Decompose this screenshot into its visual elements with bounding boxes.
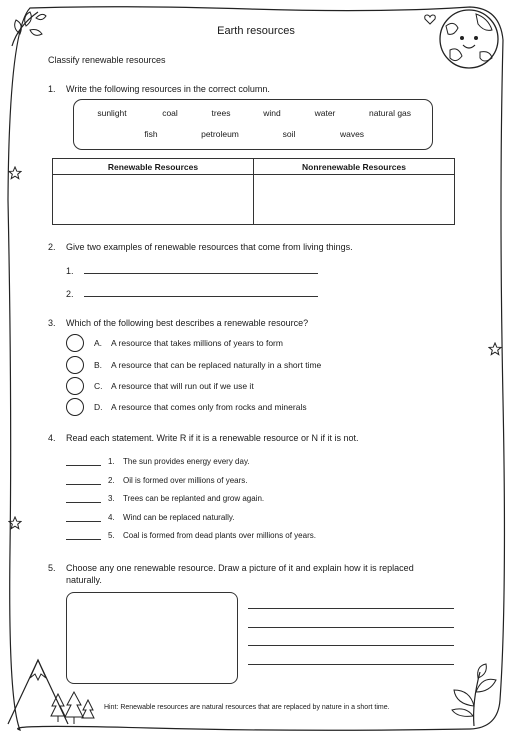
option-letter: D. xyxy=(94,402,103,412)
word-bank-item: petroleum xyxy=(201,129,239,139)
heart-icon xyxy=(424,14,436,25)
statement-text: The sun provides energy every day. xyxy=(123,457,250,466)
star-icon xyxy=(488,342,502,356)
star-icon xyxy=(8,166,22,180)
answer-blank[interactable] xyxy=(66,502,101,503)
word-bank-item: soil xyxy=(282,129,296,139)
question-text: Read each statement. Write R if it is a renewable resource or N if it is not. xyxy=(66,433,359,443)
statement-number: 2. xyxy=(108,476,115,485)
earth-icon xyxy=(436,6,502,72)
word-bank-item: wind xyxy=(263,108,281,118)
hint-text: Hint: Renewable resources are natural resources that are replaced by nature in a short time. xyxy=(104,704,390,711)
option-a-radio[interactable] xyxy=(66,334,84,352)
question-number: 3. xyxy=(48,318,56,328)
question-text: Give two examples of renewable resources that come from living things. xyxy=(66,242,353,252)
statement-text: Trees can be replanted and grow again. xyxy=(123,494,265,503)
answer-line[interactable] xyxy=(248,627,454,628)
word-bank-item: sunlight xyxy=(97,108,127,118)
option-text: A resource that comes only from rocks and minerals xyxy=(111,402,307,412)
question-text: naturally. xyxy=(66,575,102,585)
question-number: 2. xyxy=(48,242,56,252)
word-bank-item: coal xyxy=(162,108,178,118)
statement-number: 3. xyxy=(108,494,115,503)
question-text: Choose any one renewable resource. Draw a picture of it and explain how it is replaced xyxy=(66,563,414,573)
word-bank-item: natural gas xyxy=(368,108,412,118)
answer-line[interactable] xyxy=(248,664,454,665)
statement-number: 5. xyxy=(108,531,115,540)
answer-line-label: 2. xyxy=(66,289,74,299)
page-title: Earth resources xyxy=(217,25,295,37)
statement-text: Oil is formed over millions of years. xyxy=(123,476,248,485)
answer-blank[interactable] xyxy=(66,521,101,522)
classification-table xyxy=(52,158,455,225)
answer-blank[interactable] xyxy=(66,539,101,540)
nonrenewable-answer-cell[interactable] xyxy=(254,175,455,225)
option-text: A resource that takes millions of years to form xyxy=(111,338,283,348)
pine-tree-icon xyxy=(50,690,96,726)
answer-line[interactable] xyxy=(84,296,318,297)
statement-number: 4. xyxy=(108,513,115,522)
worksheet-subtitle: Classify renewable resources xyxy=(48,55,166,65)
answer-blank[interactable] xyxy=(66,484,101,485)
word-bank-item: fish xyxy=(144,129,158,139)
word-bank-item: waves xyxy=(339,129,365,139)
word-bank xyxy=(73,99,433,150)
question-number: 5. xyxy=(48,563,56,573)
answer-line[interactable] xyxy=(248,608,454,609)
statement-text: Wind can be replaced naturally. xyxy=(123,513,235,522)
question-number: 1. xyxy=(48,84,56,94)
option-letter: A. xyxy=(94,338,103,348)
option-d-radio[interactable] xyxy=(66,398,84,416)
question-text: Write the following resources in the correct column. xyxy=(66,84,270,94)
word-bank-item: trees xyxy=(211,108,231,118)
option-letter: C. xyxy=(94,381,103,391)
answer-line[interactable] xyxy=(84,273,318,274)
renewable-answer-cell[interactable] xyxy=(53,175,254,225)
word-bank-item: water xyxy=(314,108,336,118)
question-text: Which of the following best describes a renewable resource? xyxy=(66,318,309,328)
option-letter: B. xyxy=(94,360,103,370)
table-header-renewable: Renewable Resources xyxy=(53,159,254,175)
option-text: A resource that can be replaced naturally in a short time xyxy=(111,360,322,370)
star-icon xyxy=(8,516,22,530)
option-c-radio[interactable] xyxy=(66,377,84,395)
answer-line-label: 1. xyxy=(66,266,74,276)
option-b-radio[interactable] xyxy=(66,356,84,374)
answer-line[interactable] xyxy=(248,645,454,646)
statement-number: 1. xyxy=(108,457,115,466)
drawing-box[interactable] xyxy=(66,592,238,684)
plant-icon xyxy=(446,662,502,728)
option-text: A resource that will run out if we use it xyxy=(111,381,254,391)
answer-blank[interactable] xyxy=(66,465,101,466)
statement-text: Coal is formed from dead plants over millions of years. xyxy=(123,531,316,540)
question-number: 4. xyxy=(48,433,56,443)
table-header-nonrenewable: Nonrenewable Resources xyxy=(254,159,455,175)
